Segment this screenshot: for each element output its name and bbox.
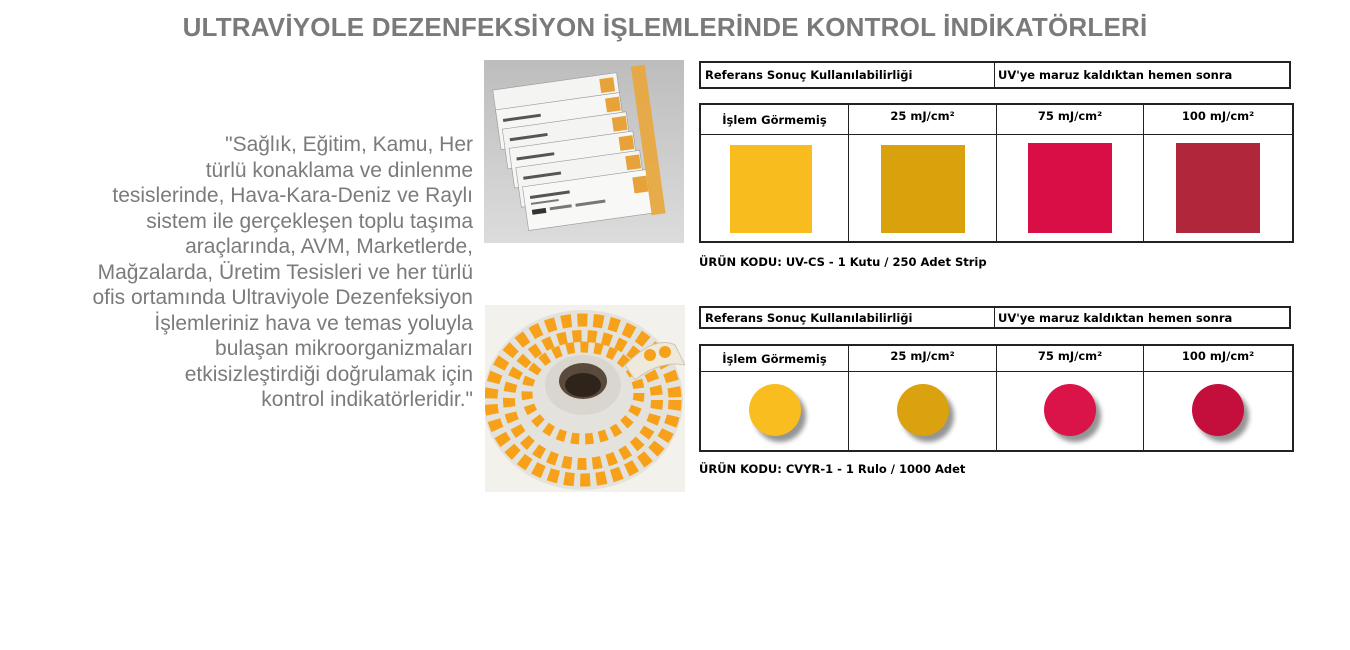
- sample-cell-25: [849, 372, 997, 450]
- reference-result-label: Referans Sonuç Kullanılabilirliği: [701, 63, 995, 87]
- page-title: ULTRAVİYOLE DEZENFEKSİYON İŞLEMLERİNDE KONTROL İNDİKATÖRLERİ: [182, 12, 1148, 42]
- strips-photo-illustration: [484, 60, 684, 243]
- color-swatch-square: [1176, 143, 1260, 233]
- sample-cell-100: [1144, 372, 1292, 450]
- column-header-75: 75 mJ/cm²: [997, 105, 1144, 135]
- description-line: bulaşan mikroorganizmaları: [215, 337, 473, 360]
- column-header-25: 25 mJ/cm²: [849, 346, 997, 372]
- column-header-untreated: İşlem Görmemiş: [701, 346, 849, 372]
- reference-result-label: Referans Sonuç Kullanılabilirliği: [701, 308, 995, 327]
- description-line: "Sağlık, Eğitim, Kamu, Her: [225, 133, 473, 156]
- sample-cell-25: [849, 135, 997, 241]
- column-header-25: 25 mJ/cm²: [849, 105, 997, 135]
- color-swatch-dot: [1192, 384, 1244, 436]
- sample-cell-75: [997, 372, 1144, 450]
- reference-header-bar: [699, 61, 1291, 89]
- dots-roll-photo-illustration: [485, 305, 685, 492]
- uv-dot-color-table: [699, 344, 1294, 452]
- description-text: [30, 132, 473, 413]
- description-line: sistem ile gerçekleşen toplu taşıma: [146, 209, 473, 233]
- after-exposure-label: UV'ye maruz kaldıktan hemen sonra: [998, 68, 1233, 82]
- description-line: kontrol indikatörleridir.": [261, 388, 473, 411]
- column-header-100: 100 mJ/cm²: [1144, 105, 1292, 135]
- sample-cell-untreated: [701, 372, 849, 450]
- sample-cell-100: [1144, 135, 1292, 241]
- uv-indicator-dots-roll-photo: [485, 305, 685, 492]
- description-line: etkisizleştirdiği doğrulamak için: [184, 362, 473, 386]
- column-header-75: 75 mJ/cm²: [997, 346, 1144, 372]
- sample-cell-untreated: [701, 135, 849, 241]
- color-swatch-square: [730, 145, 812, 233]
- uv-strip-color-table: [699, 103, 1294, 243]
- color-swatch-square: [881, 145, 965, 233]
- color-swatch-dot: [897, 384, 949, 436]
- description-line: tesislerinde, Hava-Kara-Deniz ve Raylı: [112, 184, 473, 207]
- description-line: ofis ortamında Ultraviyole Dezenfeksiyon: [92, 286, 473, 309]
- description-line: Mağzalarda, Üretim Tesisleri ve her türlü: [97, 260, 473, 284]
- reference-header-bar: [699, 306, 1291, 329]
- color-swatch-dot: [1044, 384, 1096, 436]
- description-line: türlü konaklama ve dinlenme: [205, 158, 473, 182]
- uv-verification-strips-photo: [484, 60, 684, 243]
- column-header-untreated: İşlem Görmemiş: [701, 105, 849, 135]
- description-line: İşlemleriniz hava ve temas yoluyla: [154, 311, 473, 335]
- column-header-100: 100 mJ/cm²: [1144, 346, 1292, 372]
- product-code: ÜRÜN KODU: CVYR-1 - 1 Rulo / 1000 Adet: [699, 462, 966, 476]
- after-exposure-label: UV'ye maruz kaldıktan hemen sonra: [998, 311, 1233, 325]
- color-swatch-square: [1028, 143, 1112, 233]
- description-line: araçlarında, AVM, Marketlerde,: [185, 235, 473, 258]
- color-swatch-dot: [749, 384, 801, 436]
- sample-cell-75: [997, 135, 1144, 241]
- product-code: ÜRÜN KODU: UV-CS - 1 Kutu / 250 Adet Strip: [699, 255, 987, 269]
